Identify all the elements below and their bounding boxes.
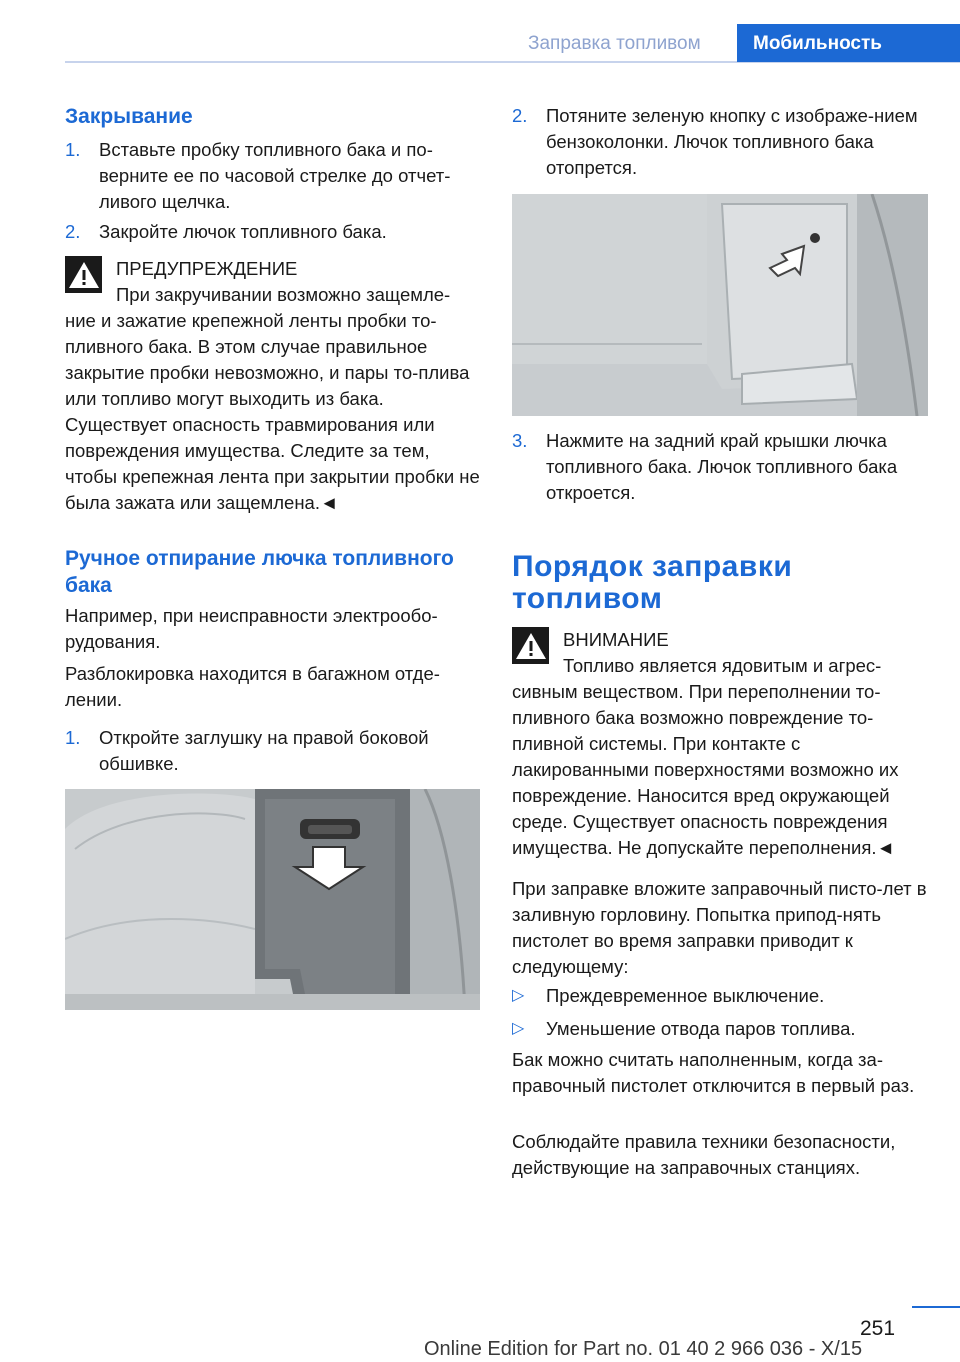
- manual-step-2: [512, 103, 928, 181]
- step-number: 2.: [65, 221, 81, 242]
- step-text: Нажмите на задний край крышки лючка топливного бака. Лючок топливного бака откроется.: [546, 430, 898, 503]
- step-text: Потяните зеленую кнопку с изображе-нием бензоколонки. Лючок топливного бака отопрется.: [546, 105, 918, 178]
- fuel-release-button-image: [512, 194, 928, 416]
- closing-step-1: [65, 137, 480, 215]
- refuel-paragraph-2: Бак можно считать наполненным, когда за-правочный пистолет отключится в первый раз.: [512, 1049, 915, 1096]
- refuel-paragraph-1: При заправке вложите заправочный писто-лет в заливную горловину. Попытка припод-нять пистолет во время заправки приводит к следующему:: [512, 878, 927, 977]
- manual-unlock-heading: Ручное отпирание лючка топливного бака: [65, 547, 454, 597]
- refuel-bullet-2: [512, 1016, 928, 1042]
- refuel-paragraph-3: Соблюдайте правила техники безопасности, действующие на заправочных станциях.: [512, 1131, 896, 1178]
- bullet-triangle-icon: ▷: [512, 1020, 525, 1037]
- manual-paragraph-1: Например, при неисправности электрообо-рудования.: [65, 605, 438, 652]
- step-text: Закройте лючок топливного бака.: [99, 221, 387, 242]
- refuel-heading: Порядок заправки топливом: [512, 550, 793, 615]
- bullet-text: Преждевременное выключение.: [546, 985, 825, 1006]
- manual-step-3: [512, 428, 928, 506]
- manual-step-1: [65, 725, 480, 777]
- step-number: 3.: [512, 430, 528, 451]
- header-section-title: Заправка топливом: [528, 33, 701, 54]
- warning-heading: ПРЕДУПРЕЖДЕНИЕ: [116, 258, 298, 279]
- step-text: Вставьте пробку топливного бака и по-верните ее по часовой стрелке до отчет-ливого щелчка.: [99, 139, 451, 212]
- step-text: Откройте заглушку на правой боковой обшивке.: [99, 727, 429, 774]
- bullet-text: Уменьшение отвода паров топлива.: [546, 1018, 856, 1039]
- footer-rule: [912, 1306, 960, 1308]
- warning-triangle-icon: [65, 256, 102, 293]
- footer-edition: Online Edition for Part no. 01 40 2 966 036 - X/15: [424, 1338, 863, 1360]
- closing-step-2: [65, 219, 480, 245]
- notice-text: Топливо является ядовитым и агрес-сивным веществом. При переполнении то-пливного бака возможно повреждение то-пливной системы. При контакте с лакированными поверхностями возможно их повреждение. Наносится вред окружающей среде. Существует опасность повреждения имущества. Не допускайте переполнения.◄: [512, 655, 899, 858]
- warning-triangle-icon: [512, 627, 549, 664]
- warning-block: [65, 256, 480, 516]
- notice-block: [512, 627, 928, 861]
- warning-text: При закручивании возможно защемле-ние и зажатие крепежной ленты пробки то-пливного бака. В этом случае правильное закрытие пробки невозможно, и пары то-плива или топливо могут выходить из бака. Существует опасность травмирования или повреждения имущества. Следите за тем, чтобы крепежная лента при закрытии пробки не была зажата или защемлена.◄: [65, 284, 480, 513]
- step-number: 1.: [65, 139, 81, 160]
- page-number: 251: [860, 1317, 896, 1340]
- step-number: 2.: [512, 105, 528, 126]
- closing-heading: Закрывание: [65, 105, 193, 128]
- notice-heading: ВНИМАНИЕ: [563, 629, 669, 650]
- bullet-triangle-icon: ▷: [512, 987, 525, 1004]
- refuel-bullet-1: [512, 983, 928, 1009]
- header-chapter-tab: Мобильность: [737, 24, 960, 62]
- step-number: 1.: [65, 727, 81, 748]
- trunk-side-panel-image: [65, 789, 480, 1010]
- manual-paragraph-2: Разблокировка находится в багажном отде-лении.: [65, 663, 440, 710]
